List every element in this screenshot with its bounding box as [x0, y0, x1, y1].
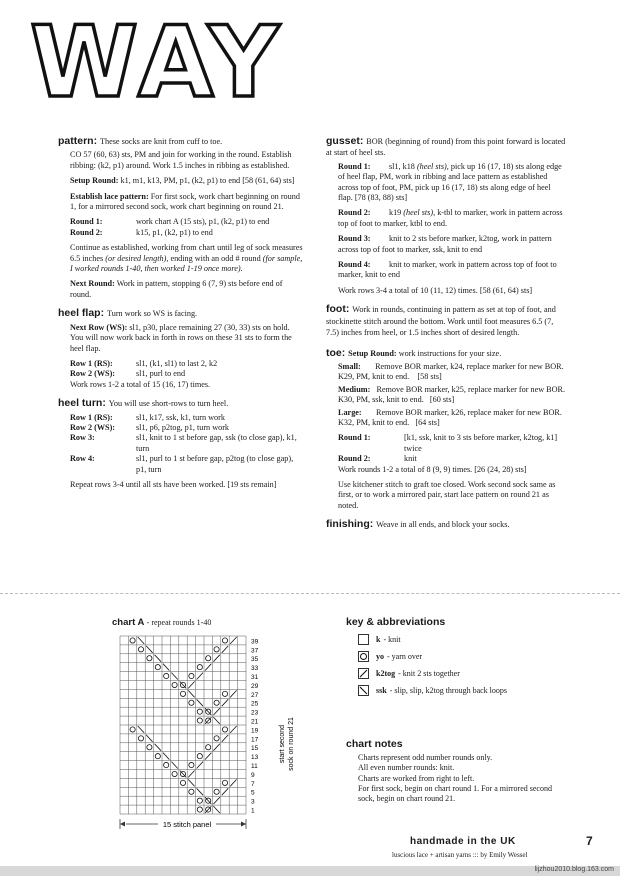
key-item-yo: yo - yarn over	[358, 651, 507, 662]
chart-panel-label: 15 stitch panel	[162, 820, 212, 829]
heel-flap-heading: heel flap:	[58, 307, 105, 320]
chart-yo-symbol	[130, 638, 135, 643]
chart-k2tog-symbol	[188, 771, 194, 778]
chart-yo-symbol	[138, 647, 143, 652]
chart-yo-symbol	[180, 780, 185, 785]
chart-row-number: 25	[251, 700, 259, 708]
chart-yo-symbol	[172, 771, 177, 776]
chart-yo-symbol	[214, 789, 219, 794]
chart-ssk-symbol	[138, 726, 144, 733]
chart-k2tog-symbol	[222, 735, 228, 742]
heel-turn-row-3: Row 3: sl1, knit to 1 st before gap, ssk (to close gap), k1, turn	[70, 433, 297, 453]
pattern-intro: These socks are knit from cuff to toe.	[100, 137, 223, 146]
gusset-section: gusset: BOR (beginning of round) from this point forward is located at start of heel sts.	[326, 135, 566, 158]
foot-heading: foot:	[326, 303, 350, 316]
heel-turn-section: heel turn: You will use short-rows to turn heel.	[58, 397, 229, 410]
chart-yo-symbol	[222, 780, 227, 785]
heel-flap-work: Work rows 1-2 a total of 15 (16, 17) times.	[70, 379, 211, 389]
chart-yo-symbol	[155, 665, 160, 670]
gusset-round-1: Round 1: sl1, k18 (heel sts), pick up 16 (17, 18) sts along edge of heel flap, PM, work in ribbing and lace pattern as established across top of foot, PM, pick up 16 (17, 18) sts along edge of heel flap. [78 (83, 88) sts]	[338, 161, 562, 203]
toe-round-1: Round 1: [k1, ssk, knit to 3 sts before marker, k2tog, k1] twice	[338, 433, 558, 453]
chart-yo-symbol	[197, 807, 202, 812]
chart-yo-symbol	[189, 700, 194, 705]
chart-note: Charts are worked from right to left.	[358, 773, 475, 783]
chart-ssk-symbol	[163, 664, 169, 671]
chart-row-number: 33	[251, 665, 259, 673]
key-item-k2tog: k2tog - knit 2 sts together	[358, 668, 507, 679]
chart-yo-symbol	[222, 727, 227, 732]
chart-row-number: 5	[251, 789, 255, 797]
chart-row-number: 7	[251, 780, 255, 788]
next-round: Next Round: Work in pattern, stopping 6 (7, 9) sts before end of round.	[70, 279, 283, 299]
watermark-text: lijzhou2010.blog.163.com	[534, 866, 614, 873]
chart-yo-symbol	[206, 656, 211, 661]
chart-k2tog-symbol	[213, 655, 219, 662]
chart-row-number: 31	[251, 674, 259, 681]
chart-row-number: 27	[251, 691, 259, 699]
chart-row-number: 37	[251, 647, 259, 655]
right-column	[326, 130, 566, 534]
chart-row-number: 3	[251, 798, 255, 806]
chart-k2tog-symbol	[230, 726, 236, 733]
chart-side-note-1: start second	[279, 724, 286, 764]
chart-yo-symbol	[164, 762, 169, 767]
pattern-section	[58, 136, 304, 147]
chart-k2tog-symbol	[222, 646, 228, 653]
page-number: 7	[586, 834, 593, 848]
chart-yo-symbol	[172, 682, 177, 687]
left-column	[58, 130, 304, 495]
finishing-heading: finishing:	[326, 518, 374, 531]
pattern-heading: pattern:	[58, 135, 98, 147]
chart-ssk-symbol	[197, 699, 203, 706]
chart-yo-symbol	[180, 691, 185, 696]
chart-note: All even number rounds: knit.	[358, 763, 455, 773]
chart-title: chart A - repeat rounds 1-40	[112, 617, 212, 628]
chart-k2tog-symbol	[222, 788, 228, 795]
chart-ssk-symbol	[163, 753, 169, 760]
chart-yo-symbol	[222, 638, 227, 643]
chart-yo-symbol	[147, 656, 152, 661]
toe-heading: toe:	[326, 346, 346, 359]
chart-k2tog-symbol	[213, 797, 219, 804]
chart-ssk-symbol	[171, 762, 177, 769]
knit-symbol-icon	[358, 634, 369, 645]
chart-note: Charts represent odd number rounds only.	[358, 753, 493, 762]
heel-flap-section: heel flap: Turn work so WS is facing.	[58, 307, 198, 320]
gusset-round-3: Round 3: knit to 2 sts before marker, k2tog, work in pattern across top of foot to marker, ssk, knit to end	[338, 234, 552, 254]
chart-k2tog-symbol	[197, 762, 203, 769]
heel-turn-row-2: Row 2 (WS): sl1, p6, p2tog, p1, turn work	[70, 422, 230, 432]
page-title: WAY	[30, 10, 284, 110]
finishing-section: finishing: Weave in all ends, and block your socks.	[326, 518, 510, 531]
chart-k2tog-symbol	[230, 779, 236, 786]
toe-round-2: Round 2: knit	[338, 454, 417, 464]
chart-yo-symbol	[197, 709, 202, 714]
chart-row-number: 9	[251, 771, 255, 779]
chart-yo-symbol	[147, 745, 152, 750]
gusset-round-2: Round 2: k19 (heel sts), k-tbl to marker, work in pattern across top of foot to marker, ktbl to end.	[338, 208, 563, 228]
chart-ssk-symbol	[146, 646, 152, 653]
k2tog-symbol-icon	[358, 668, 369, 679]
toe-small: Small: Remove BOR marker, k24, replace marker for new BOR. K29, PM, knit to end. [58 sts]	[338, 361, 564, 382]
page-title-logo	[30, 10, 290, 110]
chart-ssk-symbol	[146, 735, 152, 742]
chart-k2tog-symbol	[205, 664, 211, 671]
chart-row-number: 21	[251, 718, 259, 726]
key-item-ssk: ssk - slip, slip, k2tog through back loops	[358, 685, 507, 696]
chart-k2tog-symbol	[230, 690, 236, 697]
chart-row-number: 23	[251, 709, 259, 717]
chart-row-number: 1	[251, 807, 255, 815]
cast-on-text: CO 57 (60, 63) sts, PM and join for working in the round. Establish ribbing: (k2, p1) around. Work 1.5 inches in ribbing as established.	[70, 150, 292, 170]
chart-k2tog-symbol	[188, 682, 194, 689]
chart-ssk-symbol	[213, 806, 219, 813]
ssk-symbol-icon	[358, 685, 369, 696]
heel-turn-repeat: Repeat rows 3-4 until all sts have been worked. [19 sts remain]	[70, 479, 277, 489]
chart-row-number: 17	[251, 736, 259, 744]
heel-turn-row-4: Row 4: sl1, purl to 1 st before gap, p2tog (to close gap), p1, turn	[70, 454, 294, 474]
yarn-over-symbol-icon	[358, 651, 369, 662]
chart-ssk-symbol	[188, 779, 194, 786]
section-divider	[0, 593, 620, 594]
chart-k2tog-symbol	[205, 753, 211, 760]
watermark-bar	[0, 866, 620, 876]
toe-section: toe: Setup Round: work instructions for your size.	[326, 346, 502, 359]
chart-yo-symbol	[189, 673, 194, 678]
heel-flap-next-row: Next Row (WS): sl1, p30, place remaining 27 (30, 33) sts on hold. You will now work back in forth in rows on these 31 sts to form the heel flap.	[70, 322, 292, 353]
gusset-work: Work rows 3-4 a total of 10 (11, 12) times. [58 (61, 64) sts]	[338, 285, 533, 295]
chart-ssk-symbol	[188, 690, 194, 697]
chart-yo-symbol	[197, 798, 202, 803]
chart-row-number: 15	[251, 745, 259, 753]
chart-k2tog-symbol	[213, 708, 219, 715]
chart-yo-symbol	[164, 673, 169, 678]
heel-flap-row-1: Row 1 (RS): sl1, (k1, sl1) to last 2, k2	[70, 358, 218, 368]
chart-k2tog-symbol	[222, 699, 228, 706]
key-list	[358, 634, 507, 702]
toe-large: Large: Remove BOR marker, k26, replace maker for new BOR. K32, PM, knit to end. [64 sts]	[338, 407, 562, 427]
chart-row-number: 35	[251, 656, 259, 664]
chart-ssk-symbol	[171, 673, 177, 680]
chart-ssk-symbol	[197, 788, 203, 795]
chart-ssk-symbol	[155, 655, 161, 662]
chart-yo-symbol	[189, 762, 194, 767]
pattern-round-2: Round 2: k15, p1, (k2, p1) to end	[70, 227, 213, 237]
chart-k2tog-symbol	[213, 744, 219, 751]
key-item-knit: k - knit	[358, 634, 507, 645]
heel-turn-heading: heel turn:	[58, 397, 106, 410]
footer-byline: luscious lace + artisan yarns ::: by Emily Wessel	[392, 851, 528, 859]
pattern-round-1: Round 1: work chart A (15 sts), p1, (k2, p1) to end	[70, 217, 270, 227]
chart-side-note-2: sock on round 21	[288, 717, 295, 771]
chart-yo-symbol	[197, 665, 202, 670]
chart-yo-symbol	[214, 647, 219, 652]
chart-a-grid	[108, 632, 308, 832]
chart-row-number: 19	[251, 727, 259, 735]
heel-turn-row-1: Row 1 (RS): sl1, k17, ssk, k1, turn work	[70, 412, 225, 422]
continue-text: Continue as established, working from chart until leg of sock measures 6.5 inches (or desired length), ending with an odd # round (for sample, I worked rounds 1-40, then worked 1-19 once more).	[70, 243, 303, 274]
chart-ssk-symbol	[155, 744, 161, 751]
setup-round: Setup Round: k1, m1, k13, PM, p1, (k2, p1) to end [58 (61, 64) sts]	[70, 176, 295, 186]
chart-yo-symbol	[222, 691, 227, 696]
chart-yo-symbol	[197, 718, 202, 723]
foot-section: foot: Work in rounds, continuing in pattern as set at top of foot, and stockinette stitch around the bottom. Work until foot measures 6.5 (7, 7.5) inches from heel, or 1.5 inches short of desired length.	[326, 303, 556, 338]
chart-k2tog-symbol	[230, 637, 236, 644]
chart-row-number: 13	[251, 754, 259, 762]
heel-flap-row-2: Row 2 (WS): sl1, purl to end	[70, 369, 186, 379]
toe-medium: Medium: Remove BOR marker, k25, replace marker for new BOR. K30, PM, ssk, knit to end. [60 sts]	[338, 384, 566, 405]
chart-k2tog-symbol	[197, 673, 203, 680]
toe-kitchener: Use kitchener stitch to graft toe closed. Work second sock same as first, or to work a mirrored pair, start lace pattern on round 21 as noted.	[338, 479, 556, 510]
key-title: key & abbreviations	[346, 616, 446, 628]
chart-yo-symbol	[214, 736, 219, 741]
chart-yo-symbol	[130, 727, 135, 732]
footer-brand: handmade in the UK	[410, 836, 516, 847]
chart-notes	[358, 753, 568, 804]
chart-notes-title: chart notes	[346, 738, 403, 750]
chart-note: For first sock, begin on chart round 1. For a mirrored second sock, begin on chart round 21.	[358, 783, 552, 804]
chart-ssk-symbol	[213, 717, 219, 724]
gusset-round-4: Round 4: knit to marker, work in pattern across top of foot to marker, knit to end	[338, 260, 557, 280]
toe-work: Work rounds 1-2 a total of 8 (9, 9) times. [26 (24, 28) sts]	[338, 464, 527, 474]
chart-row-number: 29	[251, 682, 259, 690]
chart-row-number: 39	[251, 638, 259, 646]
lace-pattern: Establish lace pattern: For first sock, work chart beginning on round 1, for a mirrored second sock, work chart beginning on round 21.	[70, 191, 300, 212]
chart-yo-symbol	[189, 789, 194, 794]
chart-row-number: 11	[251, 763, 258, 770]
chart-yo-symbol	[197, 754, 202, 759]
gusset-heading: gusset:	[326, 135, 364, 147]
chart-yo-symbol	[138, 736, 143, 741]
chart-ssk-symbol	[138, 637, 144, 644]
chart-yo-symbol	[155, 754, 160, 759]
chart-yo-symbol	[214, 700, 219, 705]
chart-yo-symbol	[206, 745, 211, 750]
